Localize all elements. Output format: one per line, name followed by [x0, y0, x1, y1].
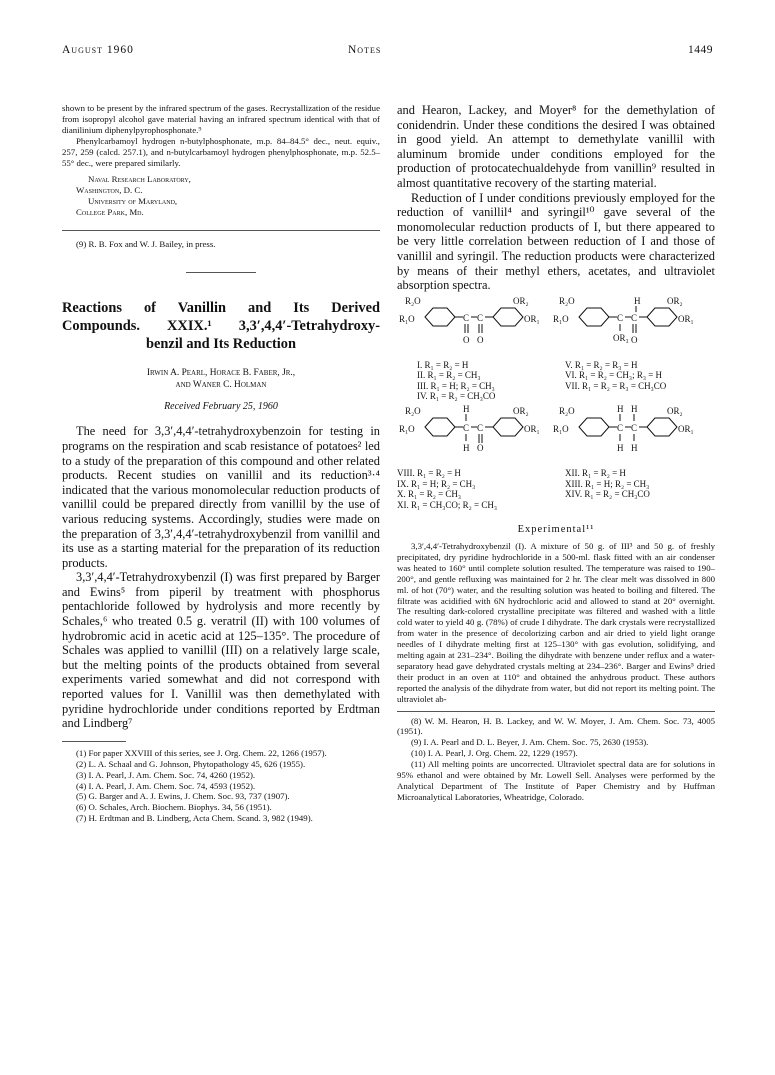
label-o: O [463, 334, 470, 345]
footnote: (7) H. Erdtman and B. Lindberg, Acta Chem. Scand. 3, 982 (1949). [76, 813, 313, 824]
footnote: (9) I. A. Pearl and D. L. Beyer, J. Am. Chem. Soc. 75, 2630 (1953). [411, 737, 649, 748]
label-h: H [617, 404, 624, 415]
label-c: C [631, 423, 638, 434]
body-paragraph: The need for 3,3′,4,4′-tetrahydroxybenzoin for testing in programs on the respiration and scab resistance of potatoes² led to a study of the preparation of this compound and other related products. Recent studies on vanillil and its reduction³·⁴ indicated that the various monomolecular reduction products of vanillil could be prepared directly from vanillil by the use of various reducing systems. Accordingly, studies were made on the preparation of 3,3′,4,4′-tetrahydroxybenzil from vanillil and its use as a starting material for the preparation of its reduction products. [62, 424, 380, 570]
footnote-rule [397, 711, 715, 712]
received-date: Received February 25, 1960 [164, 401, 278, 413]
footnote: (11) All melting points are uncorrected. Ultraviolet spectral data are for solutions in 95% ethanol and were obtained by Mr. Lowell Sell. Analyses were performed by the Analytical Department of The Institute of Paper Chemistry and by Huffman Microanalytical Laboratories, Wheatridge, Colorado. [397, 759, 715, 802]
compound-list-2 [397, 468, 715, 510]
continued-paragraph: shown to be present by the infrared spectrum of the gases. Recrystallization of the residue from isopropyl alcohol gave material having an infrared spectrum identical with that of dianilinium diphenylpyrophosphonate.⁹ [62, 103, 380, 135]
footnotes-left [62, 748, 380, 824]
article-title-line: benzil and Its Reduction [146, 336, 296, 353]
authors: and Waner C. Holman [175, 380, 267, 391]
header-date: August 1960 [62, 44, 134, 56]
chemical-structure-reduced [397, 401, 715, 463]
footnote-9: (9) R. B. Fox and W. J. Bailey, in press. [76, 239, 216, 250]
label-r2o: R₂O [405, 406, 421, 417]
label-h: H [634, 295, 641, 306]
body-paragraph: and Hearon, Lackey, and Moyer⁸ for the demethylation of conidendrin. Under these conditions the desired I was obtained in good yield. An attempt to demethylate vanillil with aluminum bromide under conditions employed for the production of protocatechualdehyde from vanillin⁹ resulted in almost quantitative recovery of the starting material. [397, 103, 715, 190]
compound-entry: I. R₁ = R₂ = H [417, 359, 469, 370]
article-title-line: Compounds. XXIX.¹ 3,3′,4,4′-Tetrahydroxy- [62, 318, 380, 335]
label-r1o: R₁O [553, 313, 569, 324]
label-o: O [631, 334, 638, 345]
right-column [397, 103, 715, 803]
label-r2o: R₂O [405, 295, 421, 306]
affiliation-line: Washington, D. C. [76, 185, 143, 196]
label-or2: OR₂ [513, 295, 529, 306]
label-h: H [463, 443, 470, 454]
footnote: (10) I. A. Pearl, J. Org. Chem. 22, 1229 (1957). [411, 748, 578, 759]
left-column [62, 103, 380, 824]
page-number: 1449 [688, 44, 713, 56]
compound-entry: VI. R₁ = R₂ = CH₃; R₃ = H [565, 370, 663, 381]
label-r1o: R₁O [399, 424, 415, 435]
label-or1: OR₁ [524, 313, 540, 324]
label-h: H [631, 443, 638, 454]
body-paragraph: Reduction of I under conditions previously employed for the reduction of vanillil⁴ and syringil¹⁰ gave several of the monomolecular reduction products of I, but there appeared to be very little correlation between reduction of I and those of vanillil and syringil. The reduction products were characterized by means of their methyl ethers, acetates, and ultraviolet absorption spectra. [397, 190, 715, 293]
label-or1: OR₁ [678, 313, 694, 324]
section-heading-experimental: Experimental¹¹ [517, 523, 595, 535]
footnote: (5) G. Barger and A. J. Ewins, J. Chem. Soc. 93, 737 (1907). [76, 791, 290, 802]
label-or3: OR₃ [613, 332, 629, 343]
footnote: (1) For paper XXVIII of this series, see J. Org. Chem. 22, 1266 (1957). [76, 747, 327, 758]
footnotes-right [397, 716, 715, 803]
compound-entry: XII. R₁ = R₂ = H [565, 468, 626, 479]
label-c: C [617, 423, 624, 434]
footnote: (3) I. A. Pearl, J. Am. Chem. Soc. 74, 4260 (1952). [76, 769, 256, 780]
experimental-paragraph: 3,3′,4,4′-Tetrahydroxybenzil (I). A mixture of 50 g. of III³ and 50 g. of freshly precipitated, dry pyridine hydrochloride in a 500-ml. flask fitted with an air condenser was heated to 160° until complete solution resulted. The temperature was raised to 190–200°, and gentle refluxing was maintained for 2 hr. The clear melt was dissolved in 800 ml. of hot (70°) water, and the resulting solution was heated to boiling and filtered. The filtrate was acidified with 6N hydrochloric acid and allowed to stand at 20° overnight. The resulting dark-colored crystalline precipitate was filtered and washed with a little cold water to yield 40 g. (78%) of crude I dihydrate. The dark crystals were recrystallized from water in the presence of decolorizing carbon and air dried to yield light orange needles of I dihydrate melting first at 125–130° with gas evolution, solidifying, and melting again at 231–234°. Boiling the dihydrate with benzene under reflux and a water-separatory head gave dehydrated crystals melting at 234–236°. Barger and Ewins⁵ dried their product in an oven at 110° and obtained the anhydrous product. These authors reported the analysis of the dihydrate from water, but did not report its melting point. The ultraviolet ab- [397, 540, 715, 704]
label-c: C [631, 312, 638, 323]
compound-entry: III. R₁ = H; R₂ = CH₃ [417, 380, 495, 391]
label-c: C [463, 312, 470, 323]
label-r2o: R₂O [559, 295, 575, 306]
label-r1o: R₁O [399, 313, 415, 324]
compound-entry: X. R₁ = R₂ = CH₃ [397, 489, 462, 500]
header-section: Notes [348, 44, 382, 56]
label-or2: OR₂ [513, 406, 529, 417]
affiliation-line: College Park, Md. [76, 207, 144, 218]
label-or2: OR₂ [667, 406, 683, 417]
footnote: (2) L. A. Schaal and G. Johnson, Phytopathology 45, 626 (1955). [76, 758, 306, 769]
label-or2: OR₂ [667, 295, 683, 306]
label-h: H [463, 404, 470, 415]
label-or1: OR₁ [524, 424, 540, 435]
compound-entry: II. R₁ = R₂ = CH₃ [417, 370, 481, 381]
compound-entry: XIV. R₁ = R₂ = CH₃CO [565, 489, 650, 500]
label-o: O [477, 334, 484, 345]
divider [62, 230, 380, 231]
affiliation-line: University of Maryland, [88, 196, 178, 207]
chemical-structure-diketone [397, 293, 715, 355]
footnote: (4) I. A. Pearl, J. Am. Chem. Soc. 74, 4593 (1952). [76, 780, 256, 791]
continued-paragraph-2: Phenylcarbamoyl hydrogen n-butylphosphonate, m.p. 84–84.5° dec., neut. equiv., 257, 259 (calcd. 257.1), and n-butylcarbamoyl hydrogen phenylphosphonate, m.p. 52.5–55° dec., were prepared similarly. [62, 135, 380, 168]
label-or1: OR₁ [678, 424, 694, 435]
footnote: (6) O. Schales, Arch. Biochem. Biophys. 34, 56 (1951). [76, 802, 272, 813]
compound-entry: IV. R₁ = R₂ = CH₃CO [417, 390, 496, 401]
compound-entry: IX. R₁ = H; R₂ = CH₃ [397, 478, 476, 489]
label-r1o: R₁O [553, 424, 569, 435]
label-c: C [477, 423, 484, 434]
compound-list-1 [397, 360, 715, 402]
label-o: O [477, 443, 484, 454]
compound-entry: XIII. R₁ = H; R₂ = CH₃ [565, 478, 650, 489]
compound-entry: XI. R₁ = CH₃CO; R₂ = CH₃ [397, 499, 497, 510]
compound-entry: V. R₁ = R₂ = R₃ = H [565, 359, 638, 370]
label-c: C [477, 312, 484, 323]
divider [186, 272, 256, 273]
label-h: H [631, 404, 638, 415]
label-c: C [463, 423, 470, 434]
affiliation-line: Naval Research Laboratory, [88, 174, 191, 185]
label-c: C [617, 312, 624, 323]
authors: Irwin A. Pearl, Horace B. Faber, Jr., [146, 368, 296, 379]
label-r2o: R₂O [559, 406, 575, 417]
body-paragraph: 3,3′,4,4′-Tetrahydroxybenzil (I) was first prepared by Barger and Ewins⁵ from piperil by treatment with phosphorus pentachloride followed by hydrolysis and more recently by Schales,⁶ who treated 0.5 g. veratril (II) with 100 volumes of hydrobromic acid in acetic acid at 125–135°. The procedure of Schales was applied to vanillil (III) on a relatively large scale, but the melting points of the products obtained from several experiments varied somewhat and did not correspond with reported values for I. Vanillil was then demethylated with pyridine hydrochloride under conditions reported by Erdtman and Lindberg⁷ [62, 570, 380, 731]
compound-entry: VIII. R₁ = R₂ = H [397, 468, 461, 479]
footnote-rule [62, 741, 126, 742]
label-h: H [617, 443, 624, 454]
footnote: (8) W. M. Hearon, H. B. Lackey, and W. W. Moyer, J. Am. Chem. Soc. 73, 4005 (1951). [397, 715, 715, 737]
compound-entry: VII. R₁ = R₂ = R₃ = CH₃CO [565, 380, 667, 391]
article-title-line: Reactions of Vanillin and Its Derived [62, 300, 380, 317]
